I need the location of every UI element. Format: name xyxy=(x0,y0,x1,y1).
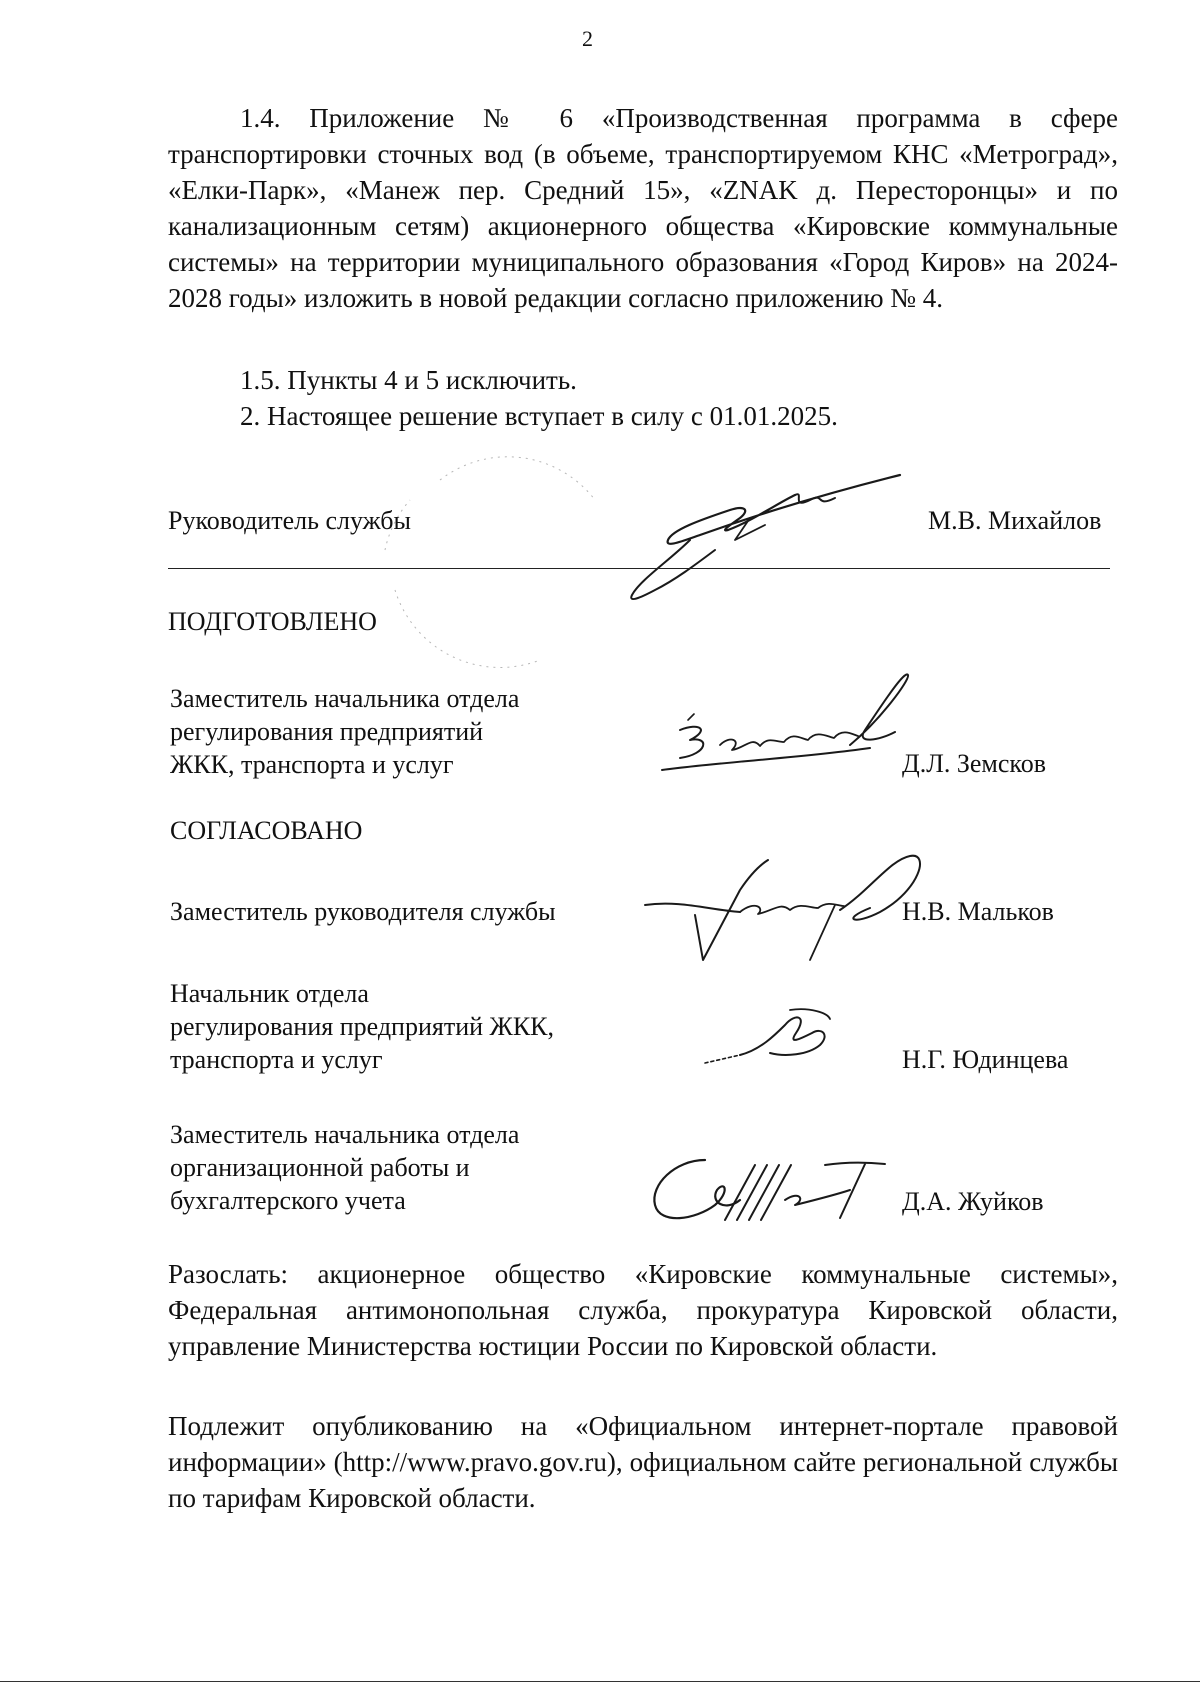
head-title: Руководитель службы xyxy=(168,506,411,535)
paragraph-1-4: 1.4. Приложение № 6 «Производственная программа в сфере транспортировки сточных вод (в объеме, транспортируемом КНС «Метроград», «Елки-Парк», «Манеж пер. Средний 15», «ZNAK д. Пересторонцы» и по канализационным сетям) акционерного общества «Кировские коммунальные системы» на территории муниципального образования «Город Киров» на 2024-2028 годы» изложить в новой редакции согласно приложению № 4. xyxy=(168,103,1118,313)
agreed-signer-1-title xyxy=(170,895,556,928)
agreed-signer-1-name: Н.В. Мальков xyxy=(902,897,1054,926)
signature-yudintseva xyxy=(700,1005,840,1075)
title-line: организационной работы и xyxy=(170,1153,470,1182)
title-line: Заместитель начальника отдела xyxy=(170,1120,520,1149)
paragraph-1-5: 1.5. Пункты 4 и 5 исключить. xyxy=(240,365,577,395)
agreed-signer-3-name: Д.А. Жуйков xyxy=(902,1187,1044,1216)
agreed-signer-2-title xyxy=(170,977,554,1076)
title-line: Начальник отдела xyxy=(170,979,369,1008)
title-line: регулирования предприятий xyxy=(170,717,484,746)
head-name: М.В. Михайлов xyxy=(928,506,1102,535)
page-number: 2 xyxy=(582,26,593,51)
signature-zemskov xyxy=(650,670,920,800)
signature-mikhailov xyxy=(620,470,910,610)
agreed-heading: СОГЛАСОВАНО xyxy=(170,816,363,845)
title-line: ЖКК, транспорта и услуг xyxy=(170,750,454,779)
title-line: регулирования предприятий ЖКК, xyxy=(170,1012,555,1041)
agreed-signer-3-title xyxy=(170,1118,519,1217)
prepared-signer-name: Д.Л. Земсков xyxy=(902,749,1047,778)
title-line: бухгалтерского учета xyxy=(170,1186,406,1215)
prepared-heading: ПОДГОТОВЛЕНО xyxy=(168,607,377,636)
title-line: Заместитель начальника отдела xyxy=(170,684,520,713)
publication-note: Подлежит опубликованию на «Официальном интернет-портале правовой информации» (http://www.pravo.gov.ru), официальном сайте региональной службы по тарифам Кировской области. xyxy=(168,1411,1118,1513)
signature-zhuykov xyxy=(645,1150,895,1240)
signature-malkov xyxy=(640,850,930,970)
stamp-impression xyxy=(380,440,620,670)
title-line: транспорта и услуг xyxy=(170,1045,383,1074)
distribution-list: Разослать: акционерное общество «Кировские коммунальные системы», Федеральная антимонопольная служба, прокуратура Кировской области, управление Министерства юстиции России по Кировской области. xyxy=(168,1259,1118,1361)
separator-line xyxy=(168,568,1110,569)
paragraph-2: 2. Настоящее решение вступает в силу с 01.01.2025. xyxy=(240,401,838,431)
title-line: Заместитель руководителя службы xyxy=(170,897,556,926)
bottom-edge-line xyxy=(0,1681,1200,1682)
agreed-signer-2-name: Н.Г. Юдинцева xyxy=(902,1045,1069,1074)
prepared-signer-title xyxy=(170,682,519,781)
